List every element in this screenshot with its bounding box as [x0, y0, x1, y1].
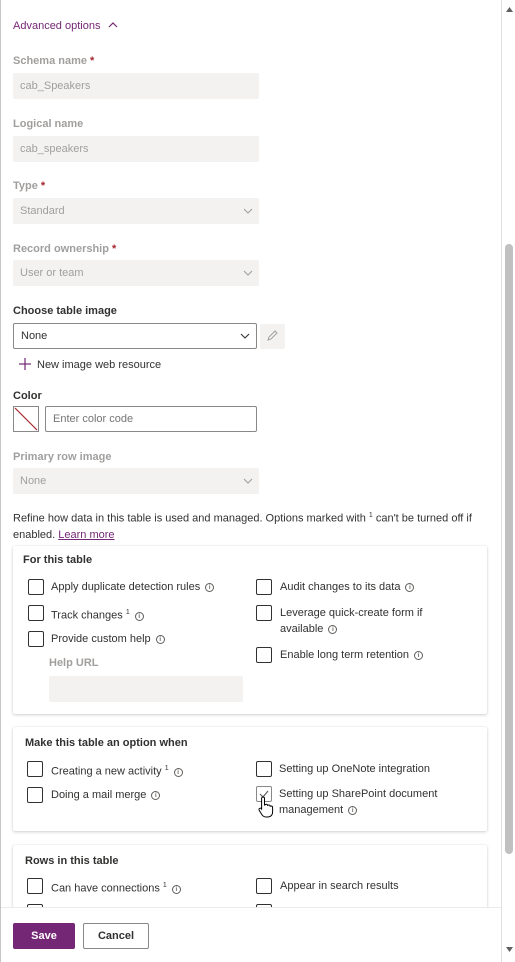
checkbox-mail-merge[interactable] — [27, 787, 43, 803]
table-image-dropdown[interactable] — [13, 323, 257, 349]
checkbox-label — [51, 878, 181, 897]
required-marker: * — [90, 55, 95, 67]
checkbox-label — [51, 787, 160, 803]
schema-name-label — [13, 55, 94, 67]
help-url-label: Help URL — [49, 657, 99, 669]
checkbox-duplicate-detection[interactable] — [28, 579, 44, 595]
footnote-marker: 1 — [125, 609, 130, 616]
checkbox-can-have-connections[interactable] — [27, 878, 43, 894]
record-ownership-dropdown — [13, 260, 259, 286]
primary-row-image-value: None — [20, 475, 47, 487]
footnote-marker: 1 — [368, 512, 373, 519]
logical-name-value: cab_speakers — [20, 143, 89, 155]
checkbox-long-term-retention[interactable] — [256, 647, 272, 663]
onenote-label: Setting up OneNote integration — [279, 763, 431, 775]
new-image-web-resource-button[interactable] — [19, 358, 161, 373]
checkbox-audit-changes[interactable] — [256, 579, 272, 595]
checkbox-label — [279, 761, 430, 777]
checkbox-label — [279, 786, 437, 818]
appear-in-search-label: Appear in search results — [280, 880, 399, 892]
save-button[interactable]: Save — [13, 923, 75, 949]
footnote-marker: 1 — [162, 882, 167, 889]
sharepoint-label-line2: management — [279, 804, 344, 816]
checkbox-onenote[interactable] — [256, 761, 272, 777]
table-image-label: Choose table image — [13, 305, 117, 317]
info-icon[interactable]: i — [156, 635, 165, 644]
refine-description — [13, 508, 493, 543]
track-changes-label: Track changes — [51, 609, 123, 622]
sharepoint-label: Setting up SharePoint document — [279, 788, 438, 800]
color-code-input[interactable] — [45, 406, 257, 432]
record-ownership-label — [13, 243, 116, 255]
plus-icon — [19, 358, 31, 373]
help-url-field — [49, 676, 243, 702]
info-icon[interactable]: i — [405, 583, 414, 592]
checkbox-label — [280, 579, 414, 595]
checkbox-label — [51, 579, 214, 595]
checkbox-label — [51, 605, 144, 624]
schema-name-field — [13, 73, 259, 99]
color-label: Color — [13, 390, 42, 402]
checkbox-appear-in-search[interactable] — [256, 878, 272, 894]
card-title: Make this table an option when — [25, 737, 188, 749]
panel-footer — [1, 907, 501, 962]
checkbox-label — [280, 647, 423, 663]
logical-name-label — [13, 118, 83, 130]
schema-name-label-text: Schema name — [13, 55, 87, 67]
info-icon[interactable]: i — [172, 885, 181, 894]
refine-text-part2: can't be turned off if enabled. — [13, 512, 472, 541]
info-icon[interactable]: i — [414, 651, 423, 660]
scroll-up-arrow-icon[interactable] — [505, 4, 514, 16]
quick-create-label: Leverage quick-create form if — [280, 607, 423, 619]
record-ownership-label-text: Record ownership — [13, 243, 109, 255]
new-activity-label: Creating a new activity — [51, 765, 162, 778]
record-ownership-value: User or team — [20, 267, 84, 279]
duplicate-detection-label: Apply duplicate detection rules — [51, 581, 201, 593]
no-color-icon — [14, 407, 38, 431]
checkbox-label — [280, 878, 399, 894]
card-title: Rows in this table — [25, 855, 119, 867]
audit-changes-label: Audit changes to its data — [280, 581, 401, 593]
edit-image-button[interactable] — [260, 324, 285, 349]
info-icon[interactable]: i — [151, 791, 160, 800]
scrollbar-thumb[interactable] — [505, 244, 513, 854]
scroll-down-arrow-icon[interactable] — [505, 944, 514, 956]
logical-name-field — [13, 136, 259, 162]
info-icon[interactable]: i — [174, 768, 183, 777]
schema-name-value: cab_Speakers — [20, 80, 91, 92]
color-swatch[interactable] — [13, 406, 39, 432]
custom-help-label: Provide custom help — [51, 633, 151, 645]
checkbox-label — [280, 605, 422, 637]
chevron-down-icon — [243, 260, 253, 297]
cancel-button[interactable]: Cancel — [83, 923, 149, 949]
type-value: Standard — [20, 205, 65, 217]
for-this-table-card — [13, 546, 487, 714]
chevron-up-icon — [108, 20, 118, 32]
chevron-down-icon — [243, 198, 253, 235]
table-image-value: None — [21, 330, 48, 342]
pencil-icon — [266, 329, 279, 345]
refine-text-part1: Refine how data in this table is used and managed. Options marked with — [13, 512, 369, 525]
new-image-web-resource-label: New image web resource — [37, 359, 162, 371]
advanced-options-toggle[interactable] — [13, 20, 118, 32]
long-term-retention-label: Enable long term retention — [280, 649, 410, 661]
required-marker: * — [112, 243, 117, 255]
checkbox-label — [51, 761, 183, 780]
info-icon[interactable]: i — [348, 806, 357, 815]
checkbox-track-changes[interactable] — [28, 605, 44, 621]
quick-create-label-line2: available — [280, 623, 324, 635]
checkbox-label — [51, 631, 165, 647]
type-label-text: Type — [13, 180, 38, 192]
type-dropdown — [13, 198, 259, 224]
learn-more-link[interactable]: Learn more — [58, 528, 115, 541]
primary-row-image-label: Primary row image — [13, 451, 112, 463]
can-have-connections-label: Can have connections — [51, 882, 160, 895]
footnote-marker: 1 — [164, 765, 169, 772]
chevron-down-icon — [240, 324, 250, 358]
primary-row-image-dropdown — [13, 468, 259, 494]
make-option-card — [13, 727, 487, 831]
checkbox-custom-help[interactable] — [28, 631, 44, 647]
chevron-down-icon — [243, 468, 253, 505]
advanced-options-label: Advanced options — [13, 20, 101, 32]
vertical-scrollbar[interactable] — [501, 0, 515, 962]
checkbox-quick-create[interactable] — [256, 605, 272, 621]
logical-name-label-text: Logical name — [13, 118, 84, 130]
info-icon[interactable]: i — [135, 612, 144, 621]
card-title: For this table — [23, 554, 93, 566]
checkbox-new-activity[interactable] — [27, 761, 43, 777]
info-icon[interactable]: i — [328, 625, 337, 634]
required-marker: * — [40, 180, 46, 192]
type-label — [13, 180, 45, 192]
hand-cursor-icon — [258, 796, 274, 821]
info-icon[interactable]: i — [205, 583, 214, 592]
mail-merge-label: Doing a mail merge — [51, 789, 147, 801]
